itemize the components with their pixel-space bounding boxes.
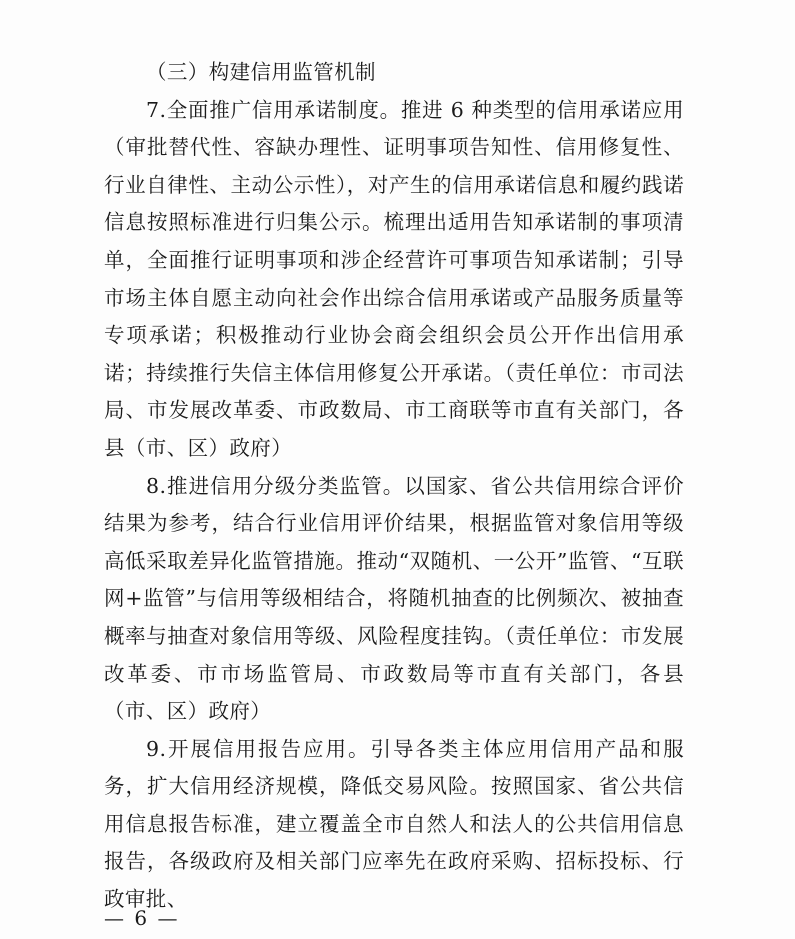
document-body bbox=[104, 54, 684, 919]
paragraph-9: 9.开展信用报告应用。引导各类主体应用信用产品和服务，扩大信用经济规模，降低交易风险。按照国家、省公共信用信息报告标准，建立覆盖全市自然人和法人的公共信用信息报告，各级政府及相关部门应率先在政府采购、招标投标、行政审批、 bbox=[104, 736, 684, 912]
paragraph-8: 8.推进信用分级分类监管。以国家、省公共信用综合评价结果为参考，结合行业信用评价结果，根据监管对象信用等级高低采取差异化监管措施。推动“双随机、一公开”监管、“互联网+监管”与信用等级相结合，将随机抽查的比例频次、被抽查概率与抽查对象信用等级、风险程度挂钩。（责任单位：市发展改革委、市市场监管局、市政数局等市直有关部门，各县（市、区）政府） bbox=[104, 473, 684, 724]
paragraph-7: 7.全面推广信用承诺制度。推进 6 种类型的信用承诺应用（审批替代性、容缺办理性、证明事项告知性、信用修复性、行业自律性、主动公示性），对产生的信用承诺信息和履约践诺信息按照标准进行归集公示。梳理出适用告知承诺制的事项清单，全面推行证明事项和涉企经营许可事项告知承诺制；引导市场主体自愿主动向社会作出综合信用承诺或产品服务质量等专项承诺；积极推动行业协会商会组织会员公开作出信用承诺；持续推行失信主体信用修复公开承诺。（责任单位：市司法局、市发展改革委、市政数局、市工商联等市直有关部门，各县（市、区）政府） bbox=[104, 97, 684, 460]
section-heading: （三）构建信用监管机制 bbox=[146, 60, 376, 84]
page-number: — 6 — bbox=[104, 906, 180, 930]
